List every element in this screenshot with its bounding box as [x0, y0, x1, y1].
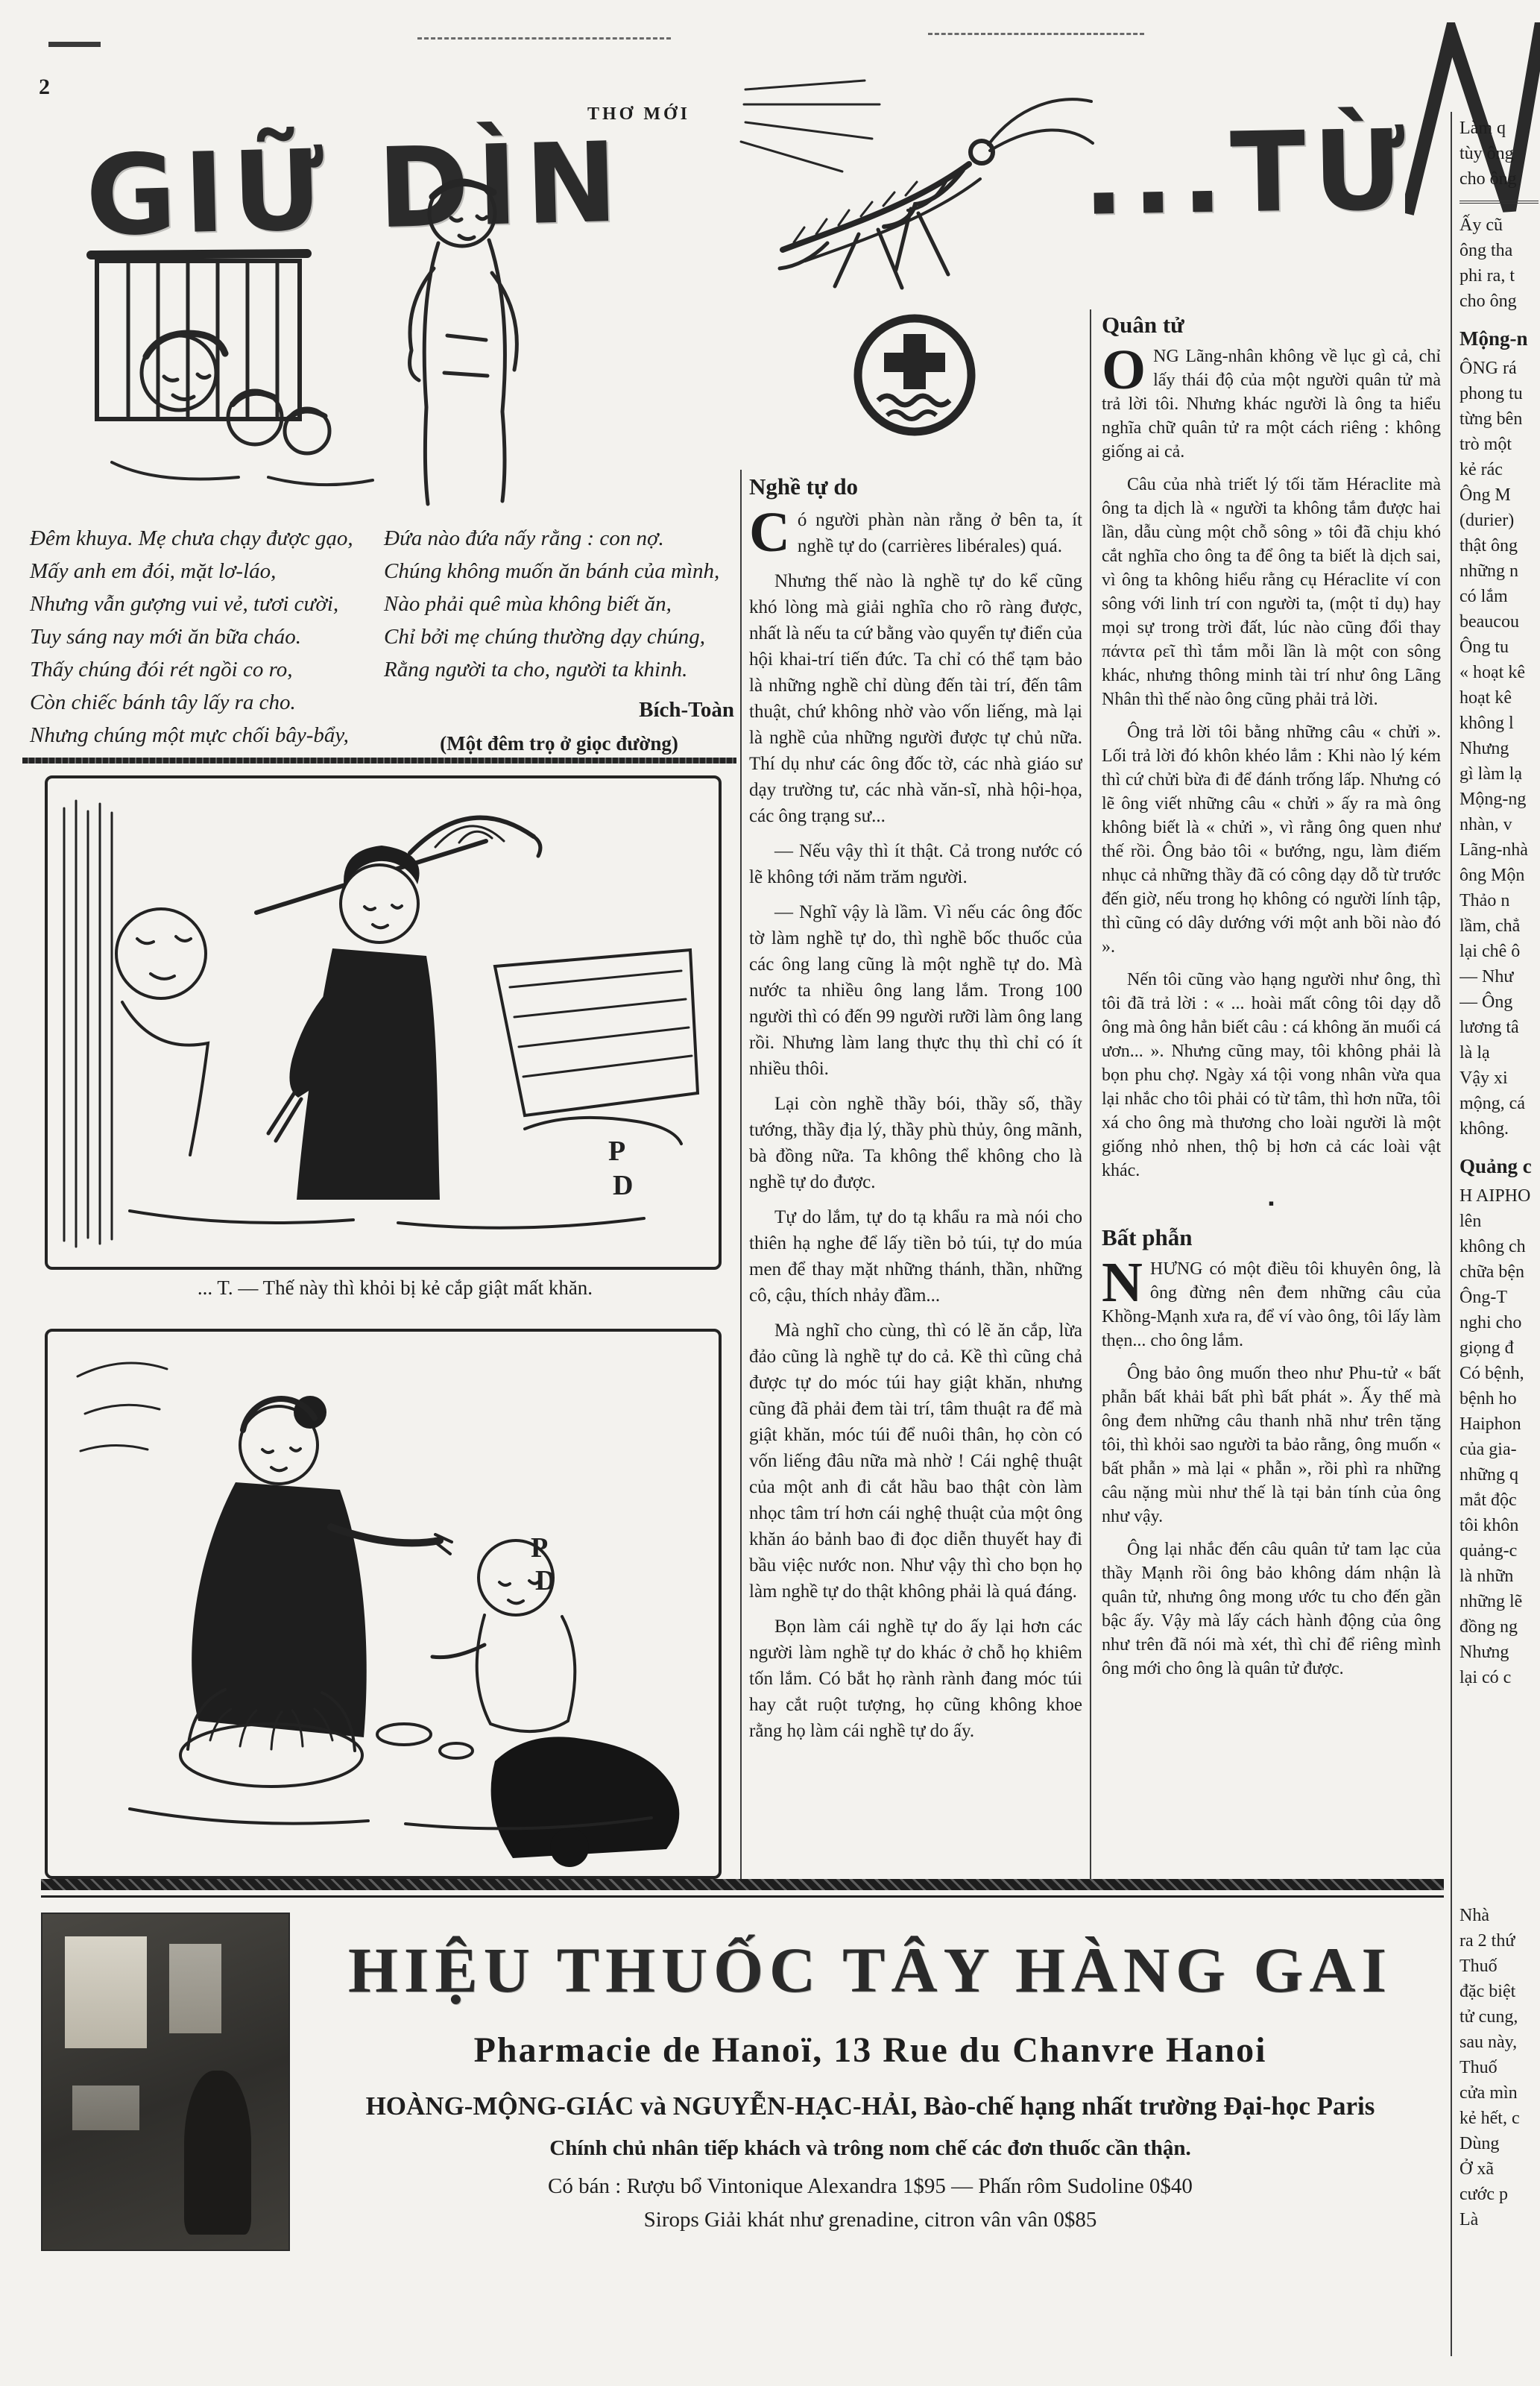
edge-fragment: có lắm — [1459, 587, 1508, 606]
artist-signature: D — [535, 1565, 556, 1596]
edge-fragment: hoạt kê — [1459, 688, 1512, 708]
article-paragraph: Có người phàn nàn rằng ở bên ta, ít nghề tự do (carrières libérales) quá. — [749, 501, 1082, 564]
edge-fragment: tôi khôn — [1459, 1516, 1519, 1535]
edge-fragment: Mộng-n — [1459, 327, 1528, 350]
edge-fragment: Dùng — [1459, 2134, 1500, 2153]
poem-line: Nhưng vẫn gượng vui vẻ, tươi cười, — [30, 592, 339, 616]
edge-fragment: nhàn, v — [1459, 815, 1512, 834]
article-paragraph: Bọn làm cái nghề tự do ấy lại hơn các người làm nghề tự do khác ở chỗ họ khiêm tốn lắm. Có bắt họ rành rành đang móc túi hay cắt ruột tượng, họ cũng không khoe rằng họ làm cái nghề tự do ấy. — [749, 1617, 1082, 1741]
edge-fragment: không ch — [1459, 1237, 1526, 1256]
article-paragraph: — Nghĩ vậy là lầm. Vì nếu các ông đốc tờ làm nghề tự do, thì nghề bốc thuốc của các ông lang cũng là một nghề tự do. Mà nước ta nhiều ông lang lắm. Trong 100 người thì có đến 99 người rưỡi làm ông lang rồi. Nhưng làm lang thực thụ thì chỉ có ít nhiều thôi. — [749, 902, 1082, 1079]
pharmacy-photo — [41, 1913, 290, 2251]
edge-fragment: ông tha — [1459, 241, 1513, 260]
edge-fragment: là nhữn — [1459, 1567, 1514, 1586]
edge-fragment: mộng, cá — [1459, 1094, 1525, 1113]
poem-line: Chỉ bởi mẹ chúng thường dạy chúng, — [384, 625, 705, 649]
edge-fragment: Nhà — [1459, 1906, 1489, 1925]
poem-line: Thấy chúng đói rét ngồi co ro, — [30, 658, 293, 682]
edge-fragment: Lãng-nhà — [1459, 840, 1528, 860]
drop-cap: O — [1102, 339, 1146, 401]
poem-line: Rằng người ta cho, người ta khinh. — [384, 658, 688, 682]
article-paragraph: Mà nghĩ cho cùng, thì có lẽ ăn cắp, lừa đảo cũng là nghề tự do cả. Kề thì cũng chả được tự do móc túi hay giật khăn, nhưng cũng đã phải đem tài trí, tâm thuật ra để mà giật khăn, móc túi để nuôi thân, họ còn có vốn liếng đâu nữa mà nhờ ! Cái nghệ thuật của một anh đi cắt hầu bao thật còn làm nhọc tâm trí hơn cái nghệ thuật của một ông khăn áo bảnh bao đi đọc diễn thuyết hay đi bầu việc nước non. Như vậy thì cho bọn họ làm nghề tự do thật không phải là quá đáng. — [749, 1321, 1082, 1602]
article-heading: Quân tử — [1102, 313, 1184, 338]
poem-column-left — [30, 522, 376, 752]
edge-fragment: Mộng-ng — [1459, 790, 1527, 809]
edge-fragment: không. — [1459, 1119, 1509, 1139]
article-paragraph: Tự do lắm, tự do tạ khẩu ra mà nói cho thiên hạ nghe để lấy tiền bỏ túi, tự do múa men để thay mặt những thánh, thần, những cô, cậu, thích nhảy đầm... — [749, 1207, 1082, 1306]
edge-fragment: Ấy cũ — [1459, 215, 1503, 235]
edge-fragment: không l — [1459, 714, 1514, 733]
edge-fragment: Nhưng — [1459, 1643, 1509, 1662]
poem-column-right — [384, 522, 738, 686]
poem-line: Còn chiếc bánh tây lấy ra cho. — [30, 690, 296, 714]
edge-fragment: trò một — [1459, 435, 1512, 454]
poem-line: Đứa nào đứa nấy rằng : con nợ. — [384, 526, 664, 550]
article-nghe-tu-do — [749, 473, 1082, 1879]
prison-illustration — [45, 149, 537, 522]
edge-fragment: ra 2 thứ — [1459, 1931, 1515, 1951]
edge-fragment: gì làm lạ — [1459, 764, 1522, 784]
pharmacy-advert — [298, 1933, 1442, 2232]
section-ornament-icon: ▪ — [1268, 1194, 1275, 1212]
feature-title-right: ...TỪ — [1081, 106, 1414, 240]
edge-fragment: ÔNG rá — [1459, 359, 1517, 378]
edge-fragment: lại có c — [1459, 1668, 1512, 1687]
poem-line: Nào phải quê mùa không biết ăn, — [384, 592, 672, 616]
edge-fragment: tùy ông — [1459, 144, 1514, 163]
edge-fragment: Có bệnh, — [1459, 1364, 1524, 1383]
poem-line: Mấy anh em đói, mặt lơ-láo, — [30, 559, 277, 583]
edge-fragment: Làm q — [1459, 119, 1506, 138]
poem-note: (Một đêm trọ ở giọc đường) — [440, 732, 678, 755]
article-paragraph: NHƯNG có một điều tôi khuyên ông, là ông đừng nên đem những câu của Khồng-Mạnh xưa ra, để ví vào ông, tôi lấy làm thẹn... cho ông lắm. — [1102, 1251, 1441, 1350]
advert-products-1: Có bán : Rượu bổ Vintonique Alexandra 1$95 — Phấn rôm Sudoline 0$40 — [548, 2174, 1193, 2198]
article-paragraph: Ông trả lời tôi bằng những câu « chửi ». Lối trả lời đó khôn khéo lắm : Khi nào lý kém thì cứ chửi bừa đi để đánh trống lấp. Nhưng có lẽ ông viết những câu « chửi » ấy ra mà ông không biết là « chửi », vì rằng ông quen như thế rồi. Ông bảo tôi « bướng, ngu, làm điếm nhục cả những thầy đã có công dạy dỗ từ trước đến giờ, nếu trong họ không có người lính tập, thì cũng có dây dướng với một anh bồi nào đó ». — [1102, 723, 1441, 957]
cross-wave-emblem-icon — [850, 309, 980, 447]
edge-fragment: của gia- — [1459, 1440, 1517, 1459]
edge-fragment: những q — [1459, 1465, 1519, 1485]
edge-fragment: lên — [1459, 1212, 1482, 1231]
article-paragraph: Nhưng thế nào là nghề tự do kể cũng khó lòng mà giải nghĩa cho rõ ràng được, nhất là nếu ta cứ bằng vào quyển tự điển của hội khai-trí tiến đức. Ta chỉ có thể tạm bảo là những nghề chỉ dùng đến tài trí, đến tâm thuật, chứ không nhờ vào vốn liếng, mà lại là nghề của những người được tự chủ nữa. Thí dụ như các ông đốc tờ, các nhà giáo sư dạy trường tư, các nhà văn-sĩ, nhà hội-họa, các ông trạng sư... — [749, 571, 1082, 826]
edge-fragment: cho ông — [1459, 169, 1517, 189]
edge-fragment: những n — [1459, 561, 1519, 581]
advert-note: Chính chủ nhân tiếp khách và trông nom chế các đơn thuốc cần thận. — [549, 2136, 1191, 2160]
edge-fragment: Thảo n — [1459, 891, 1510, 910]
cartoon1-caption: ... T. — Thế này thì khỏi bị kẻ cắp giật mất khăn. — [197, 1277, 593, 1299]
edge-fragment: cước p — [1459, 2185, 1509, 2204]
edge-fragment: sau này, — [1459, 2033, 1518, 2052]
edge-fragment: Là — [1459, 2210, 1479, 2229]
advert-title: HIỆU THUỐC TÂY HÀNG GAI — [348, 1934, 1392, 2006]
article-paragraph: Ông bảo ông muốn theo như Phu-tử « bất phẫn bất khải bất phì bất phát ». Ấy thế mà ông đem những câu thanh nhã như trên tặng tôi, thì khỏi sao người ta bảo rằng, ông muốn « bất phẫn » mà lại « phẫn », rồi phì ra những câu nặng mùi như thế là tại bản tính của ông như vậy. — [1102, 1364, 1441, 1526]
edge-fragment: (durier) — [1459, 511, 1515, 530]
article-paragraph: Nến tôi cũng vào hạng người như ông, thì tôi đã trả lời : « ... hoài mất công tôi dạy dỗ ông mà ông hẳn biết câu : cá không ăn muối cá ươn... ». Nhưng cũng may, tôi không phải là bọn phu chợ. Ngày xá tội vong nhân vừa qua lại nhắc cho tôi phải có từ tâm, thì hơn nữa, tôi xá cho ông mà thương cho loài người là một giống nhỏ nhen, thộ bị hơn cả các loài vật khác. — [1102, 970, 1441, 1180]
article-heading: Nghề tự do — [749, 473, 859, 500]
edge-fragment: những lẽ — [1459, 1592, 1523, 1611]
poem-line: Đêm khuya. Mẹ chưa chạy được gạo, — [30, 526, 353, 550]
edge-fragment: chữa bện — [1459, 1262, 1524, 1282]
article-paragraph: Lại còn nghề thầy bói, thầy số, thầy tướng, thầy địa lý, thầy phù thủy, ông mãnh, bà đồng nữa. Ta không thể không cho là nghề tự do được. — [749, 1094, 1082, 1192]
edge-fragment: Thuố — [1459, 1957, 1498, 1976]
mantis-illustration — [723, 75, 1096, 306]
fold-mark-right — [928, 33, 1144, 35]
edge-fragment: Vậy xi — [1459, 1068, 1508, 1088]
edge-fragment: Haiphon — [1459, 1414, 1521, 1434]
edge-fragment: giọng đ — [1459, 1338, 1514, 1358]
edge-fragment: nghi cho — [1459, 1313, 1522, 1332]
poem-line: Nhưng chúng một mực chối bây-bẩy, — [30, 723, 349, 747]
page-number: 2 — [39, 75, 50, 99]
edge-fragment: bệnh ho — [1459, 1389, 1517, 1408]
drop-cap: C — [749, 501, 790, 564]
edge-fragment: là lạ — [1459, 1043, 1490, 1063]
section-kicker: THƠ MỚI — [587, 104, 691, 124]
feature-title-left: GIỮ DÌN — [83, 118, 627, 261]
edge-column-top — [1459, 116, 1539, 1875]
edge-fragment: « hoạt kê — [1459, 663, 1525, 682]
artist-signature: P — [531, 1532, 549, 1564]
column-rule-3 — [1451, 112, 1452, 2356]
drop-cap: N — [1102, 1251, 1143, 1314]
cartoon-mother-basket — [45, 1329, 722, 1879]
edge-fragment: quảng-c — [1459, 1541, 1518, 1561]
edge-fragment: phong tu — [1459, 384, 1523, 403]
column-rule-2 — [1090, 309, 1091, 1879]
edge-fragment: — Như — [1459, 967, 1514, 986]
article-paragraph: ONG Lãng-nhân không về lục gì cả, chỉ lấy thái độ của một người quân tử mà trả lời tôi. Nhưng khác người là ông ta hiểu nghĩa chữ quân tử ra một cách riêng : không giống ai cả. — [1102, 339, 1441, 462]
article-paragraph: — Nếu vậy thì ít thật. Cả trong nước có lẽ không tới năm trăm người. — [749, 841, 1082, 887]
poem-line: Chúng không muốn ăn bánh của mình, — [384, 559, 720, 583]
edge-fragment: thật ông — [1459, 536, 1518, 555]
edge-fragment: Nhưng — [1459, 739, 1509, 758]
edge-fragment: Quảng c — [1459, 1155, 1532, 1177]
edge-fragment: đồng ng — [1459, 1617, 1518, 1637]
edge-fragment: Ông tu — [1459, 638, 1509, 657]
edge-fragment: ông Mộn — [1459, 866, 1525, 885]
edge-fragment: lầm, chẳ — [1459, 916, 1521, 936]
advert-products-2: Sirops Giải khát như grenadine, citron vân vân 0$85 — [643, 2208, 1097, 2232]
poem-divider-rule — [22, 758, 736, 764]
registration-mark — [48, 42, 101, 47]
edge-column-bottom — [1459, 1903, 1539, 2350]
advert-top-line — [41, 1895, 1444, 1898]
edge-fragment: Ở xã — [1459, 2159, 1494, 2179]
edge-fragment: Ông M — [1459, 485, 1511, 505]
edge-fragment: H AIPHO — [1459, 1186, 1531, 1206]
artist-signature: D — [613, 1170, 634, 1201]
fold-mark-left — [417, 37, 671, 40]
edge-fragment: kẻ rác — [1459, 460, 1503, 479]
column-rule-1 — [740, 470, 742, 1879]
edge-fragment: mắt độc — [1459, 1491, 1517, 1510]
article-paragraph: Câu của nhà triết lý tối tăm Héraclite mà ông ta dịch là « người ta không tắm được hai lần, dẫu cùng một chỗ sông » tôi đã chịu khó cắt nghĩa cho ông ta để ông ta biết là dịch sai, vì ông ta không hiểu rằng cụ Héraclite ví con sông với linh trí con người ta, (một tỉ dụ) hay mọi sự trong trời đất, lúc nào cũng đổi thay πάντα ρεῖ thì tắm mỗi lần là một con sông khác, nhưng thông minh tài trí như ông Lãng Nhân thì thế nào ông cũng phải trả lời. — [1102, 475, 1441, 709]
edge-fragment: beaucou — [1459, 612, 1519, 632]
edge-fragment: từng bên — [1459, 409, 1523, 429]
edge-fragment: phi ra, t — [1459, 266, 1515, 286]
advert-pharmacists: HOÀNG-MỘNG-GIÁC và NGUYỄN-HẠC-HẢI, Bào-chế hạng nhất trường Đại-học Paris — [365, 2091, 1375, 2121]
edge-fragment: đặc biệt — [1459, 1982, 1516, 2001]
edge-fragment: kẻ hết, c — [1459, 2109, 1520, 2128]
edge-fragment — [1459, 201, 1539, 204]
edge-fragment: lại chê ô — [1459, 942, 1521, 961]
advert-subtitle: Pharmacie de Hanoï, 13 Rue du Chanvre Hanoi — [473, 2030, 1267, 2070]
cartoon-umbrella-thief — [45, 775, 722, 1270]
edge-fragment: tử cung, — [1459, 2007, 1518, 2027]
edge-fragment: Thuố — [1459, 2058, 1498, 2077]
artist-signature: P — [608, 1136, 626, 1167]
article-quan-tu — [1102, 313, 1441, 1879]
edge-fragment: cho ông — [1459, 292, 1517, 311]
edge-fragment: lương tâ — [1459, 1018, 1519, 1037]
edge-fragment: — Ông — [1459, 992, 1513, 1012]
advert-top-band — [41, 1879, 1444, 1890]
poem-author: Bích-Toàn — [639, 698, 734, 722]
article-heading: Bất phẫn — [1102, 1224, 1193, 1250]
poem-line: Tuy sáng nay mới ăn bữa cháo. — [30, 625, 301, 649]
edge-fragment: Ông-T — [1459, 1288, 1507, 1307]
edge-fragment: cửa mìn — [1459, 2083, 1518, 2103]
article-paragraph: Ông lại nhắc đến câu quân tử tam lạc của thầy Mạnh rồi ông bảo không dám nhận là quân tử, nhưng ông mong ước tu cho đến gần bậc ấy. Vậy mà lấy cách hành động của ông như trên đã nói mà xét, thì chỉ để riêng mình ông mới cho ông là quân tử được. — [1102, 1540, 1441, 1678]
